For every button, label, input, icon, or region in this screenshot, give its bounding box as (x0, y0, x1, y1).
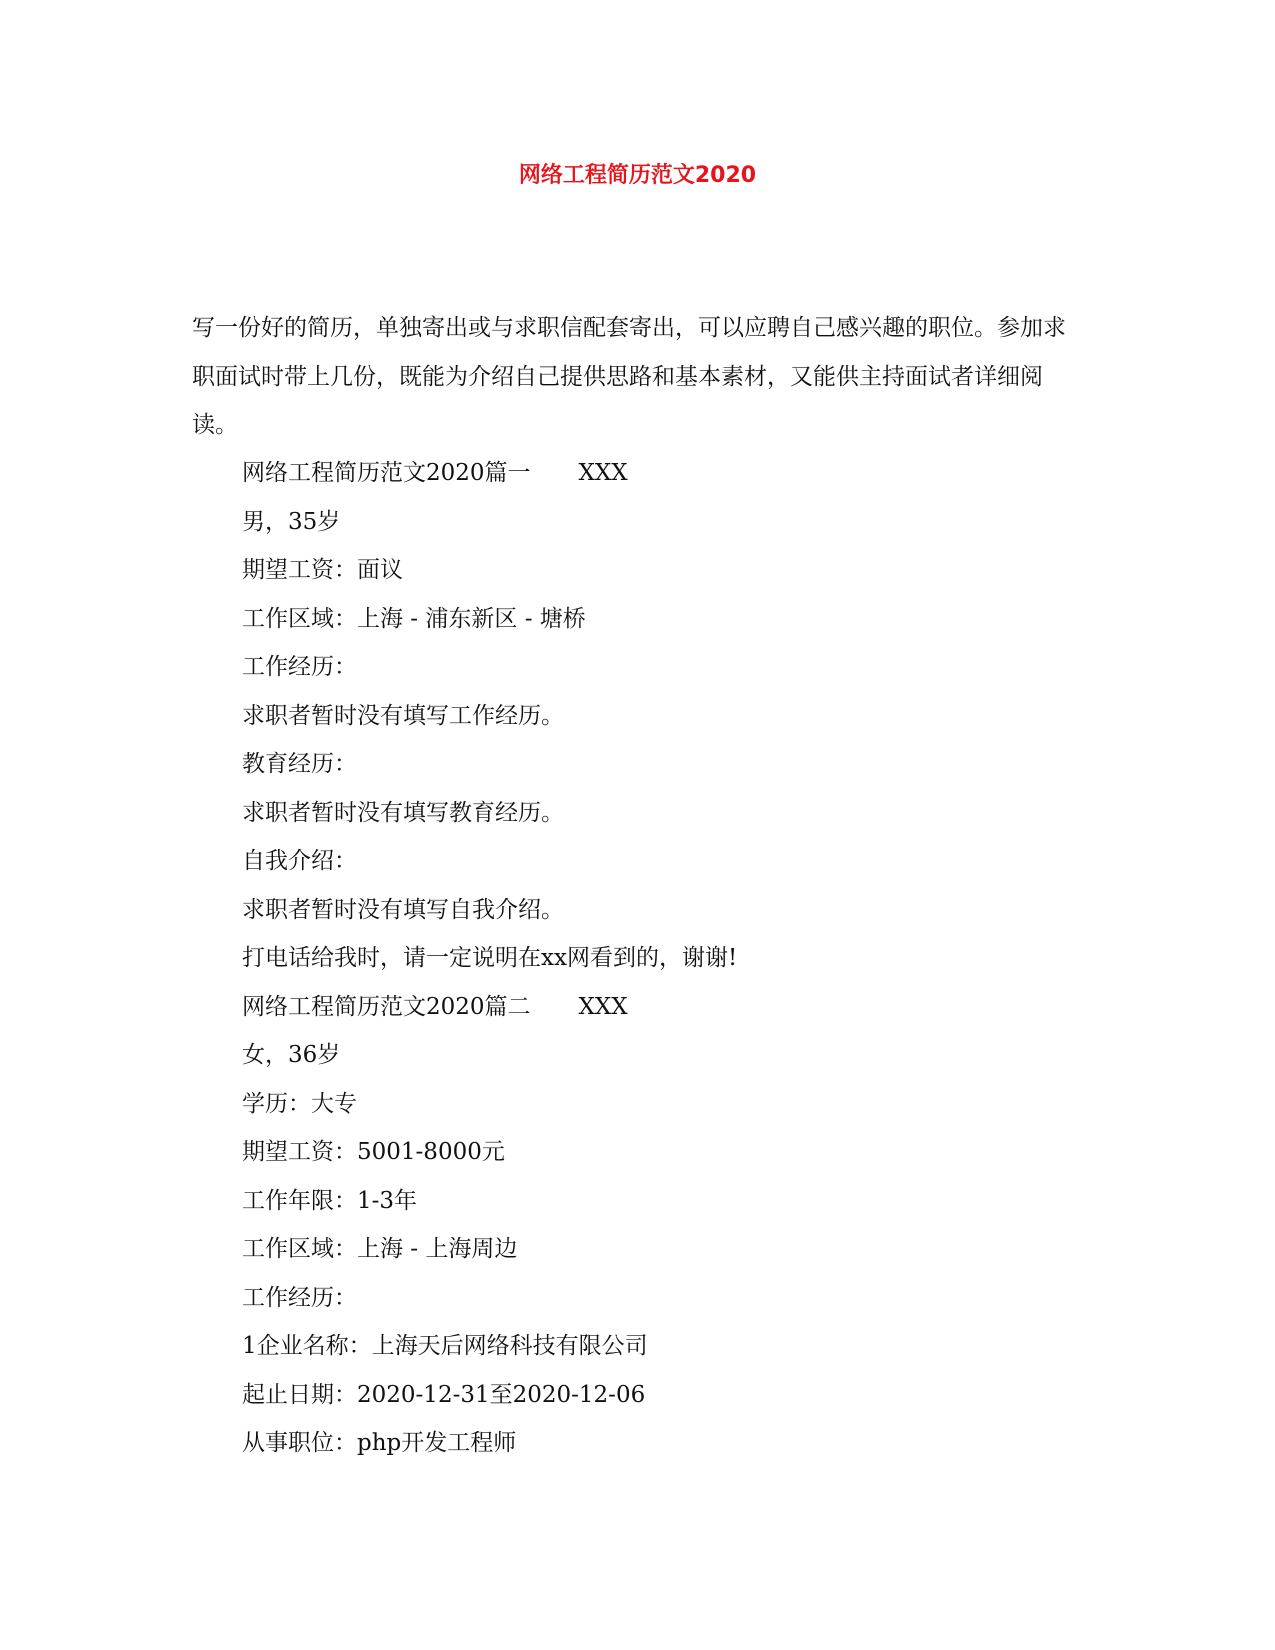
section2-position: 从事职位：php开发工程师 (242, 1430, 517, 1456)
section2-salary: 期望工资：5001-8000元 (242, 1139, 505, 1165)
section1-gender-age: 男，35岁 (242, 508, 341, 535)
section2-work-label: 工作经历： (242, 1284, 357, 1311)
section1-work-text: 求职者暂时没有填写工作经历。 (242, 702, 564, 729)
section1-edu-text: 求职者暂时没有填写教育经历。 (242, 799, 564, 826)
section1-area: 工作区域：上海 - 浦东新区 - 塘桥 (242, 605, 586, 632)
section1-self-label: 自我介绍： (242, 848, 357, 874)
section2-heading-line (242, 983, 1072, 1032)
section1-call-note: 打电话给我时，请一定说明在xx网看到的，谢谢! (242, 945, 738, 971)
section1-salary: 期望工资：面议 (242, 557, 403, 583)
section1-self-text: 求职者暂时没有填写自我介绍。 (242, 896, 564, 923)
section1-work-label: 工作经历： (242, 654, 357, 680)
document-body (242, 449, 1072, 1468)
section2-company: 1企业名称：上海天后网络科技有限公司 (242, 1333, 648, 1359)
section1-name: XXX (578, 460, 628, 486)
section2-gender-age: 女，36岁 (242, 1042, 341, 1068)
section1-heading-line (242, 449, 1072, 498)
section2-dates: 起止日期：2020-12-31至2020-12-06 (242, 1381, 646, 1408)
section2-heading: 网络工程简历范文2020篇二 (242, 993, 531, 1020)
section1-heading: 网络工程简历范文2020篇一 (242, 460, 531, 486)
document-title: 网络工程简历范文2020 (518, 163, 757, 188)
section2-years: 工作年限：1-3年 (242, 1187, 418, 1214)
section2-name: XXX (578, 993, 628, 1020)
section2-education: 学历：大专 (242, 1090, 357, 1117)
section2-area: 工作区域：上海 - 上海周边 (242, 1236, 518, 1262)
intro-paragraph: 写一份好的简历，单独寄出或与求职信配套寄出，可以应聘自己感兴趣的职位。参加求职面试时带上几份，既能为介绍自己提供思路和基本素材，又能供主持面试者详细阅读。 (192, 315, 1066, 438)
section1-edu-label: 教育经历： (242, 751, 357, 777)
